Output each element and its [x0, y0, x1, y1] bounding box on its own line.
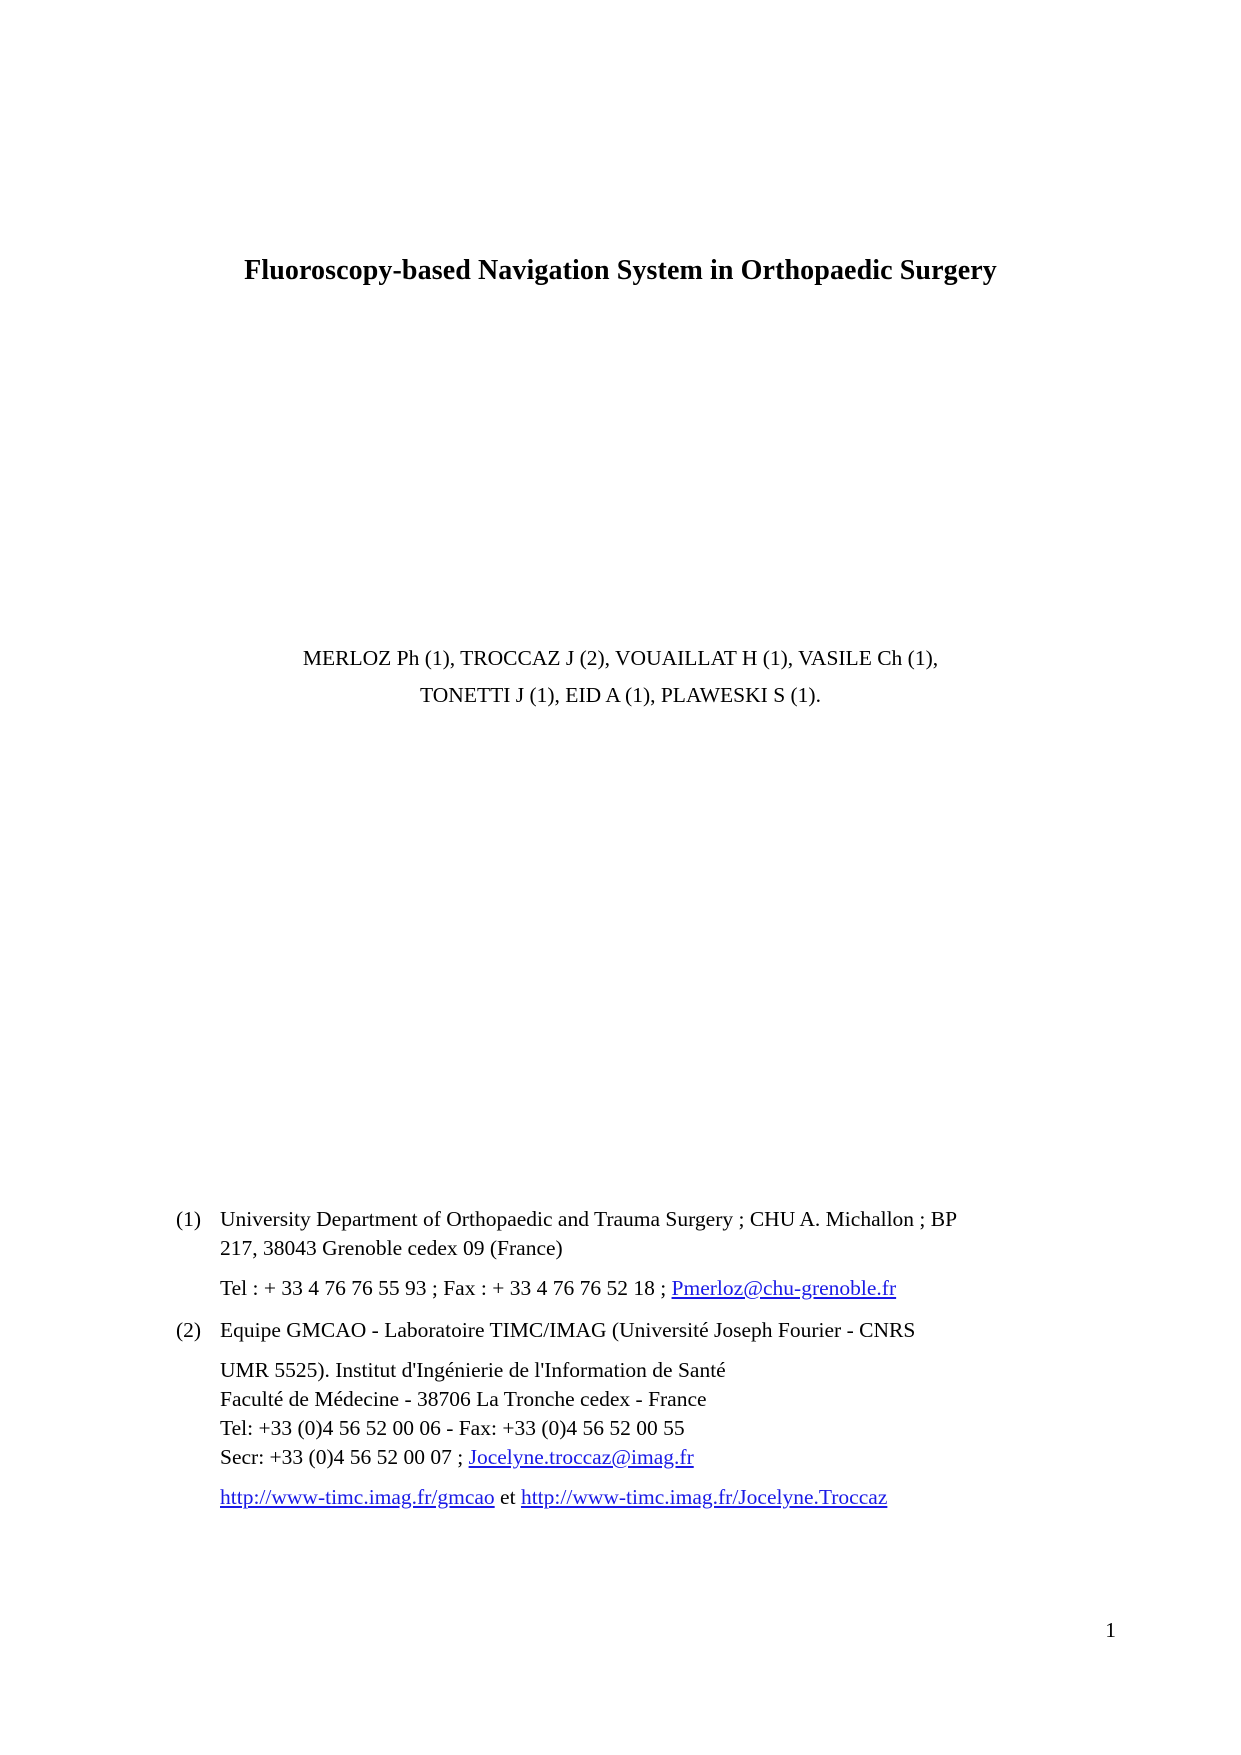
affiliation-2-email-link[interactable]: Jocelyne.troccaz@imag.fr: [468, 1445, 694, 1469]
page-number: 1: [1105, 1618, 1116, 1642]
affiliation-2-line-3: Faculté de Médecine - 38706 La Tronche cedex - France: [220, 1387, 707, 1411]
author-list: [0, 640, 1241, 714]
affiliation-1-email-link[interactable]: Pmerloz@chu-grenoble.fr: [671, 1276, 897, 1300]
affiliation-1-line-2: 217, 38043 Grenoble cedex 09 (France): [220, 1236, 563, 1260]
gmcao-website-link[interactable]: http://www-timc.imag.fr/gmcao: [220, 1485, 495, 1509]
affiliation-2-line-1: Equipe GMCAO - Laboratoire TIMC/IMAG (Université Joseph Fourier - CNRS: [220, 1318, 916, 1342]
affiliation-list: [176, 1205, 1076, 1514]
author-line-2: TONETTI J (1), EID A (1), PLAWESKI S (1).: [420, 683, 821, 707]
affiliation-1: [176, 1205, 1076, 1303]
affiliation-2-secretariat: [220, 1443, 1076, 1472]
affiliation-1-contact: [220, 1274, 1076, 1303]
url-separator: et: [494, 1485, 521, 1509]
affiliation-2-secretariat-text: Secr: +33 (0)4 56 52 00 07 ;: [220, 1445, 469, 1469]
author-line-1: MERLOZ Ph (1), TROCCAZ J (2), VOUAILLAT H (1), VASILE Ch (1),: [302, 646, 939, 670]
affiliation-1-marker: (1): [176, 1207, 202, 1231]
affiliation-1-contact-text: Tel : + 33 4 76 76 55 93 ; Fax : + 33 4 76 76 52 18 ;: [220, 1276, 672, 1300]
affiliation-2-marker: (2): [176, 1318, 202, 1342]
troccaz-website-link[interactable]: http://www-timc.imag.fr/Jocelyne.Troccaz: [520, 1485, 888, 1509]
affiliation-2-line-2: UMR 5525). Institut d'Ingénierie de l'Information de Santé: [220, 1358, 726, 1382]
affiliation-2-line-4: Tel: +33 (0)4 56 52 00 06 - Fax: +33 (0)4 56 52 00 55: [220, 1416, 685, 1440]
affiliation-2: [176, 1316, 1076, 1512]
affiliation-1-line-1: University Department of Orthopaedic and Trauma Surgery ; CHU A. Michallon ; BP: [220, 1207, 958, 1231]
page-title: Fluoroscopy-based Navigation System in Orthopaedic Surgery: [244, 255, 997, 286]
affiliation-2-urls: [220, 1483, 1076, 1512]
